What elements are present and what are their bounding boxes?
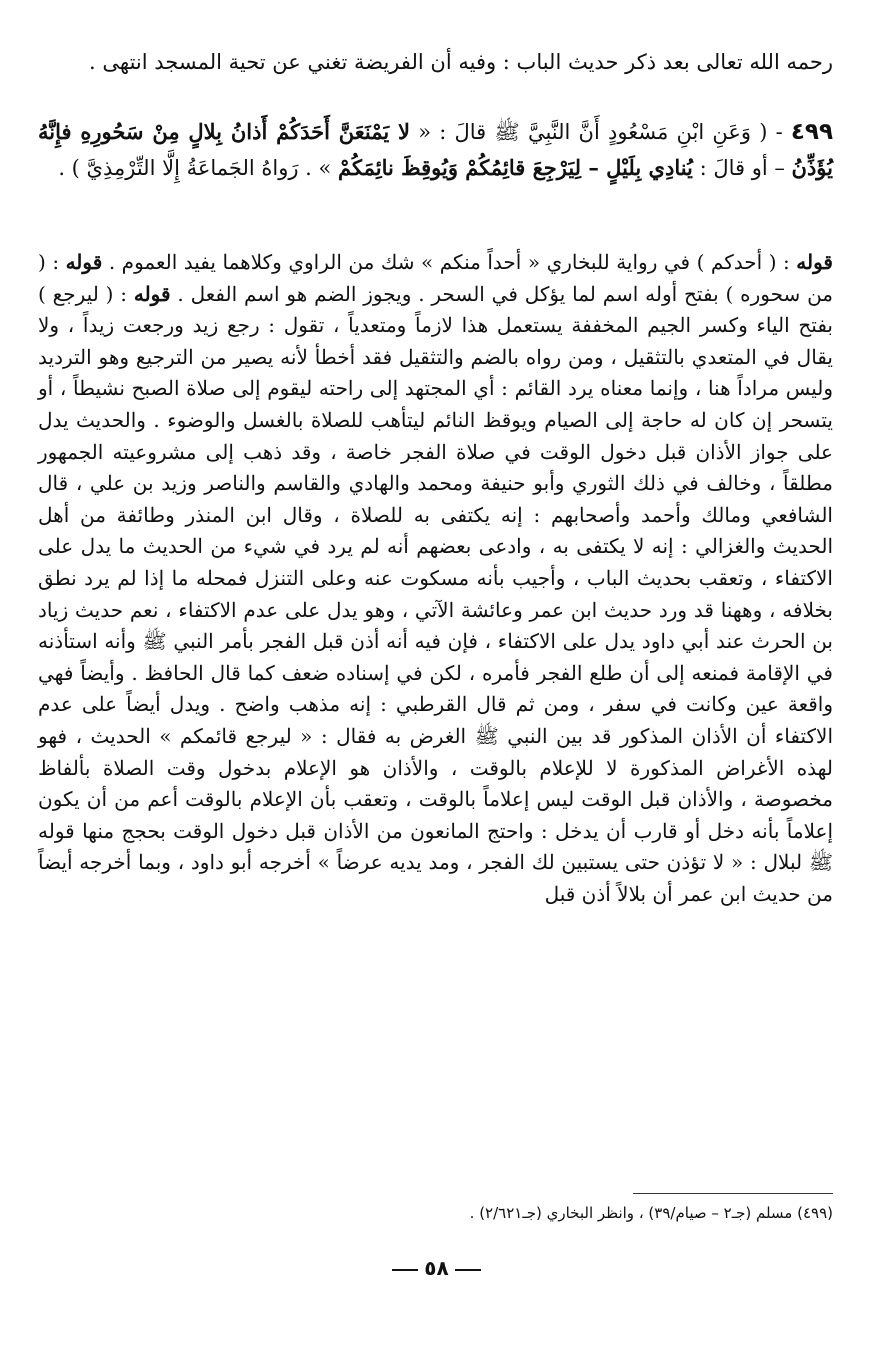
footnote-divider xyxy=(633,1193,833,1194)
footnote-text: (٤٩٩) مسلم (جـ٢ – صيام/٣٩) ، وانظر البخاري (جـ٢/٦٢١) . xyxy=(469,1204,833,1222)
commentary-paragraph xyxy=(38,247,833,910)
commentary-keyword-3: قوله xyxy=(133,281,171,306)
commentary-text-2: : ( من سحوره ) بفتح أوله اسم لما يؤكل في السحر . ويجوز الضم هو اسم الفعل . xyxy=(38,250,834,306)
commentary-keyword-2: قوله xyxy=(65,250,103,274)
hadith-middle: – أو قالَ : xyxy=(692,156,792,180)
commentary-text-1: : ( أحدكم ) في رواية للبخاري « أحداً منكم » شك من الراوي وكلاهما يفيد العموم . xyxy=(102,250,797,274)
commentary-text-3: : ( ليرجع ) بفتح الياء وكسر الجيم المخففة يستعمل هذا لازماً ومتعدياً ، تقول : رجع زيد ورجعت زيداً ، ولا يقال في المتعدي بالتثقيل ، ومن رواه بالضم والتثقيل فقد أخطأ لأنه يصير من الترجيع وهو الترديد وليس مراداً هنا ، وإنما معناه يرد القائم : أي المجتهد إلى راحته ليقوم إلى صلاة الصبح نشيطاً ، أو يتسحر إن كان له حاجة إلى الصيام ويوقظ النائم ليتأهب للصلاة بالغسل والوضوء . والحديث يدل على جواز الأذان قبل دخول الوقت في صلاة الفجر خاصة ، وقد ذهب إلى مشروعيته الجمهور مطلقاً ، وخالف في ذلك الثوري وأبو حنيفة ومحمد والهادي والقاسم والناصر وزيد بن علي ، قال الشافعي ومالك وأحمد وأصحابهم : إنه يكتفى به للصلاة ، وقال ابن المنذر وطائفة من أهل الحديث والغزالي : إنه لا يكتفى به ، وادعى بعضهم أنه لم يرد في شيء من الحديث ما يدل على الاكتفاء ، وتعقب بحديث الباب ، وأجيب بأنه مسكوت عنه وعلى التنزل فمحله ما إذا لم يرد نطق بخلافه ، وههنا قد ورد حديث ابن عمر وعائشة الآتي ، وهو يدل على عدم الاكتفاء ، نعم حديث زياد بن الحرث عند أبي داود يدل على الاكتفاء ، فإن فيه أنه أذن قبل الفجر بأمر النبي ﷺ وأنه استأذنه في الإقامة فمنعه إلى أن طلع الفجر فأمره ، لكن في إسناده ضعف كما قال الحافظ . وأيضاً فهي واقعة عين وكانت في سفر ، ومن ثم قال القرطبي : إنه مذهب واضح . ويدل أيضاً على عدم الاكتفاء أن الأذان المذكور قد بين النبي ﷺ الغرض به فقال : « ليرجع قائمكم » الحديث ، فهو لهذه الأغراض المذكورة لا للإعلام بالوقت ، والأذان هو الإعلام بدخول وقت الصلاة بألفاظ مخصوصة ، والأذان قبل الوقت ليس إعلاماً بالوقت ، وتعقب بأن الإعلام بالوقت أعم من أن يكون إعلاماً بأنه دخل أو قارب أن يدخل : واحتج المانعون من الأذان قبل دخول الوقت بحجج منها قوله ﷺ لبلال : « لا تؤذن حتى يستبين لك الفجر ، ومد يديه عرضاً » أخرجه أبو داود ، وبما أخرجه أيضاً من حديث ابن عمر أن بلالاً أذن قبل xyxy=(38,281,833,906)
page-number-dash-right xyxy=(455,1269,481,1271)
commentary-keyword-1: قوله xyxy=(796,250,833,274)
page-number-value: ٥٨ xyxy=(424,1256,449,1280)
hadith-quote-2: يُنادِي بِلَيْلٍ – لِيَرْجِعَ قائِمُكُمْ وَيُوقِظَ نائِمَكُمْ xyxy=(338,155,693,180)
hadith-closing: » . رَواهُ الجَماعَةُ إِلَّا التِّرْمِذِيَّ ) . xyxy=(58,156,339,180)
hadith-number: ٤٩٩ xyxy=(790,119,833,145)
footnote xyxy=(38,1202,833,1224)
intro-text: رحمه الله تعالى بعد ذكر حديث الباب : وفيه أن الفريضة تغني عن تحية المسجد انتهى . xyxy=(89,50,833,74)
hadith-paragraph xyxy=(38,114,833,186)
page-number xyxy=(0,1256,873,1280)
hadith-opening: - ( وَعَنِ ابْنِ مَسْعُودٍ أَنَّ النَّبِيَّ ﷺ قالَ : « xyxy=(410,120,791,144)
intro-paragraph xyxy=(38,46,833,80)
hadith-quote-1: لا يَمْنَعَنَّ أَحَدَكُمْ أَذانُ بِلالٍ مِنْ سَحُورِهِ فإِنَّهُ يُؤَذِّنُ xyxy=(38,119,833,180)
page-number-dash-left xyxy=(392,1269,418,1271)
